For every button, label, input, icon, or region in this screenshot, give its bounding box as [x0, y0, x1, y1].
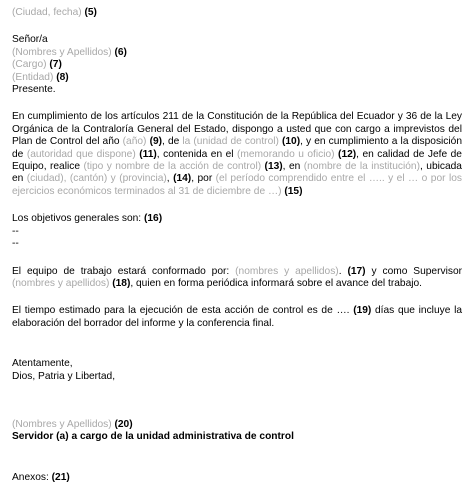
ref-number-20: (20) [114, 418, 133, 430]
body-text: , contenida en el [156, 148, 237, 160]
body-text: , y en cumplimiento a la disposición de [12, 136, 462, 160]
annexes-line [12, 472, 462, 484]
ref-number-10: (10) [282, 136, 301, 148]
ref-number-5: (5) [84, 7, 97, 18]
body-text: , de [162, 136, 183, 148]
team-text: , quien en forma periódica informará sobre el avance del trabajo. [130, 277, 423, 289]
team-text: El equipo de trabajo estará conformado por: [12, 265, 236, 277]
closing-atentamente: Atentamente, [12, 358, 73, 370]
ref-number-7: (7) [49, 59, 62, 71]
body-text: , en [282, 161, 304, 173]
ref-number-8: (8) [56, 71, 69, 83]
ref-number-15: (15) [284, 185, 303, 197]
body-text: , en calidad de Jefe de Equipo, realice [12, 148, 462, 173]
year-placeholder: (año) [122, 136, 147, 148]
objective-dash-2: -- [12, 238, 19, 250]
team-text: y como Supervisor [365, 265, 462, 277]
cargo-placeholder: (Cargo) [12, 59, 47, 71]
body-text: En cumplimiento de los artículos 211 de la Constitución de la República del Ecuador y 36 de la Ley Orgánica de la Contraloría General del Estado, dispongo a usted que con cargo a imprevistos del Plan de Control del año [12, 111, 462, 148]
city-date-placeholder: (Ciudad, fecha) [12, 7, 82, 18]
memo-placeholder: (memorando u oficio) [237, 148, 335, 160]
signature-names-placeholder: (Nombres y Apellidos) [12, 418, 112, 430]
team-text: . [338, 265, 348, 277]
body-text: , por [191, 173, 216, 185]
main-paragraph [12, 111, 462, 198]
body-text: , [166, 173, 174, 185]
objectives-line [12, 213, 462, 225]
ref-number-12: (12) [338, 148, 357, 160]
institution-placeholder: (nombre de la institución) [303, 161, 420, 173]
recipient-entity-line [12, 72, 462, 84]
ref-number-13: (13) [264, 161, 283, 173]
supervisor-names-placeholder: (nombres y apellidos) [12, 277, 110, 289]
ref-number-21: (21) [51, 471, 70, 483]
ref-number-6: (6) [114, 46, 127, 58]
action-type-placeholder: (tipo y nombre de la acción de control) [83, 161, 262, 173]
location-placeholder: (ciudad), (cantón) y (provincia) [26, 173, 167, 185]
objectives-label: Los objetivos generales son: [12, 213, 144, 225]
presente-line: Presente. [12, 84, 56, 96]
entity-placeholder: (Entidad) [12, 71, 54, 83]
document-page [12, 7, 462, 484]
salutation: Señor/a [12, 34, 48, 46]
recipient-cargo-line [12, 59, 462, 71]
signature-names-line [12, 419, 462, 431]
time-text: El tiempo estimado para la ejecución de esta acción de control es de …. [12, 305, 354, 317]
control-unit-placeholder: la (unidad de control) [182, 136, 279, 148]
authority-placeholder: (autoridad que dispone) [26, 148, 136, 160]
ref-number-18: (18) [112, 277, 131, 289]
team-paragraph [12, 266, 462, 291]
ref-number-9: (9) [149, 136, 163, 148]
names-placeholder: (Nombres y Apellidos) [12, 46, 112, 58]
recipient-names-line [12, 47, 462, 59]
signature-title: Servidor (a) a cargo de la unidad administrativa de control [12, 431, 294, 443]
ref-number-17: (17) [347, 265, 366, 277]
period-placeholder: (el período comprendido entre el ….. y el … o por los ejercicios económicos terminados al 31 de diciembre de …) [12, 173, 462, 197]
time-text: días que incluye la elaboración del borrador del informe y la conferencia final. [12, 305, 463, 329]
ref-number-11: (11) [139, 148, 157, 160]
ref-number-14: (14) [173, 173, 192, 185]
annexes-label: Anexos: [12, 471, 52, 483]
time-paragraph [12, 305, 462, 330]
date-line [12, 7, 462, 19]
ref-number-16: (16) [143, 213, 163, 225]
ref-number-19: (19) [353, 305, 372, 317]
body-text: , ubicada en [12, 161, 462, 185]
team-names-placeholder: (nombres y apellidos) [235, 265, 339, 277]
closing-motto: Dios, Patria y Libertad, [12, 370, 116, 382]
objective-dash-1: -- [12, 225, 19, 237]
